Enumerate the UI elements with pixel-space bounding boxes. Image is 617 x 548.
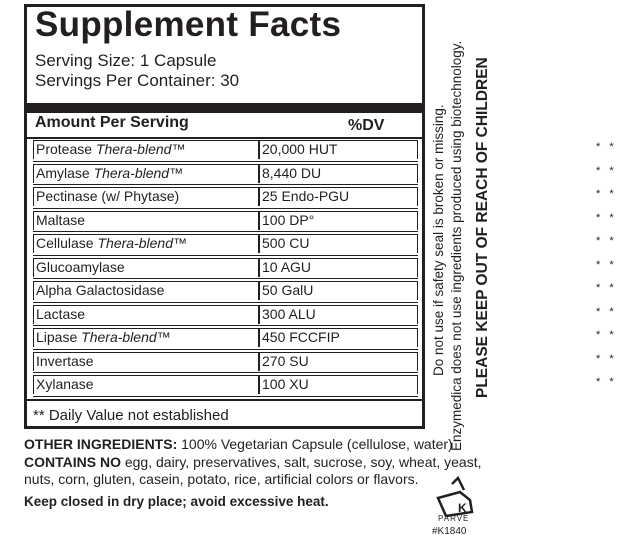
row-name: Cellulase Thera-blend™ <box>33 234 259 253</box>
kosher-code: #K1840 <box>432 526 467 537</box>
table-row <box>33 209 617 233</box>
biotechnology-note: Enzymedica does not use ingredients produced using biotechnology. <box>449 40 464 451</box>
table-row <box>33 350 617 374</box>
table-row <box>33 279 617 303</box>
row-name: Lactase <box>33 305 259 324</box>
row-amount: 100 XU * * <box>259 375 418 394</box>
row-amount: 300 ALU * * <box>259 305 418 324</box>
panel-title: Supplement Facts <box>35 5 342 44</box>
row-dv: * * <box>596 376 617 388</box>
dv-header: %DV <box>348 117 385 134</box>
row-name: Alpha Galactosidase <box>33 281 259 300</box>
row-amount: 25 Endo-PGU * * <box>259 187 418 206</box>
row-dv: * * <box>596 329 617 341</box>
bottom-divider <box>27 399 422 401</box>
row-amount: 10 AGU * * <box>259 258 418 277</box>
safety-seal-warning: Do not use if safety seal is broken or missing. <box>431 104 446 376</box>
row-dv: * * <box>596 282 617 294</box>
row-name: Pectinase (w/ Phytase) <box>33 187 259 206</box>
row-name: Xylanase <box>33 375 259 394</box>
kosher-letter: K <box>458 501 467 515</box>
contains-no-label: CONTAINS NO <box>24 454 121 470</box>
row-dv: * * <box>596 164 617 177</box>
row-name: Amylase Thera-blend™ <box>33 164 259 183</box>
table-row <box>33 256 617 280</box>
row-dv: * * <box>596 211 617 224</box>
row-name: Lipase Thera-blend™ <box>33 328 259 347</box>
daily-value-note: ** Daily Value not established <box>33 407 229 424</box>
row-amount: 8,440 DU * * <box>259 164 418 183</box>
row-amount: 500 CU * * <box>259 234 418 253</box>
contains-no-continued: nuts, corn, gluten, casein, potato, rice, artificial colors or flavors. <box>24 471 419 487</box>
serving-size: Serving Size: 1 Capsule <box>35 51 217 70</box>
other-ingredients-label: OTHER INGREDIENTS: <box>24 436 178 452</box>
row-dv: * * <box>596 305 617 318</box>
table-row <box>33 232 617 256</box>
row-name: Glucoamylase <box>33 258 259 277</box>
table-row <box>33 162 617 186</box>
other-ingredients: OTHER INGREDIENTS: 100% Vegetarian Capsule (cellulose, water) <box>24 436 453 452</box>
contains-no: CONTAINS NO egg, dairy, preservatives, salt, sucrose, soy, wheat, yeast, <box>24 454 482 470</box>
row-amount: 100 DP° * * <box>259 211 418 230</box>
row-dv: * * <box>596 352 617 365</box>
storage-instructions: Keep closed in dry place; avoid excessive heat. <box>24 494 329 509</box>
row-amount: 20,000 HUT * * <box>259 140 418 159</box>
children-warning: PLEASE KEEP OUT OF REACH OF CHILDREN <box>474 57 491 398</box>
table-row <box>33 373 617 397</box>
table-row <box>33 303 617 327</box>
row-dv: * * <box>596 141 617 153</box>
kosher-parve-label: PARVE <box>438 514 470 523</box>
row-amount: 50 GalU * * <box>259 281 418 300</box>
row-name: Protease Thera-blend™ <box>33 140 259 159</box>
amount-per-serving-header: Amount Per Serving <box>35 114 189 131</box>
row-name: Invertase <box>33 352 259 371</box>
table-row <box>33 138 617 162</box>
row-dv: * * <box>596 188 617 200</box>
table-row <box>33 185 617 209</box>
row-name: Maltase <box>33 211 259 230</box>
row-dv: * * <box>596 258 617 271</box>
servings-per-container: Servings Per Container: 30 <box>35 71 240 90</box>
row-dv: * * <box>596 235 617 247</box>
table-row <box>33 326 617 350</box>
thick-divider <box>27 103 422 113</box>
row-amount: 270 SU * * <box>259 352 418 371</box>
row-amount: 450 FCCFIP * * <box>259 328 418 347</box>
